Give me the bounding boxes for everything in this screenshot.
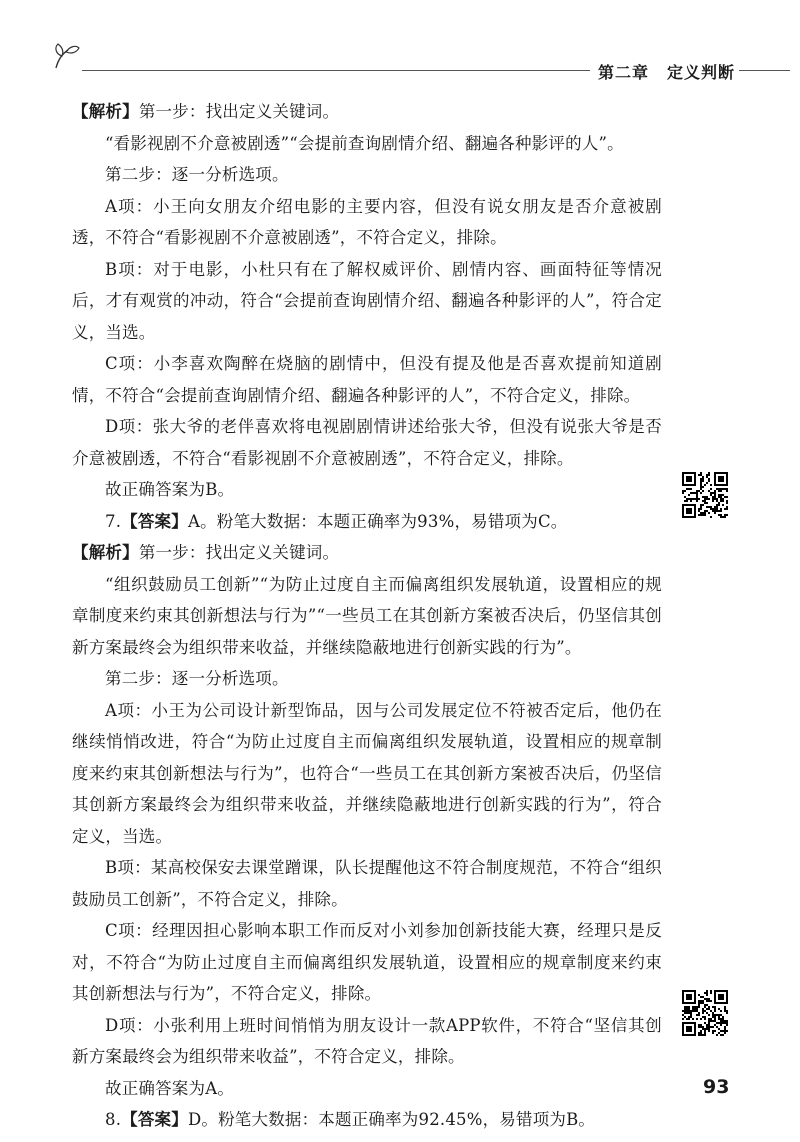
paragraph-text: B项：某高校保安去课堂蹭课，队长提醒他这不符合制度规范，不符合“组织鼓励员工创新”，不符合定义，排除。 [72, 858, 662, 909]
qr-code-icon[interactable] [682, 472, 728, 518]
page-header [0, 0, 800, 90]
paragraph-text: C项：经理因担心影响本职工作而反对小刘参加创新技能大赛，经理只是反对，不符合“为防止过度自主而偏离组织发展轨道，设置相应的规章制度来约束其创新想法与行为”，不符合定义，排除。 [72, 921, 662, 1003]
paragraph [72, 695, 662, 853]
paragraph [72, 915, 662, 1010]
paragraph [72, 1104, 662, 1136]
leaf-icon [52, 42, 82, 70]
paragraph-label: 【解析】 [72, 543, 139, 562]
paragraph-text: B项：对于电影，小杜只有在了解权威评价、剧情内容、画面特征等情况后，才有观赏的冲动，符合“会提前查询剧情介绍、翻遍各种影评的人”，符合定义，当选。 [72, 259, 662, 342]
page-number: 93 [703, 1076, 730, 1098]
paragraph [72, 411, 662, 474]
paragraph [72, 348, 662, 411]
paragraph [72, 191, 662, 254]
paragraph-text: 故正确答案为B。 [105, 480, 235, 499]
paragraph-text: C项：小李喜欢陶醉在烧脑的剧情中，但没有提及他是否喜欢提前知道剧情，不符合“会提前查询剧情介绍、翻遍各种影评的人”，不符合定义，排除。 [72, 354, 662, 405]
paragraph-text: 第一步：找出定义关键词。 [138, 543, 340, 562]
paragraph [72, 1073, 662, 1105]
paragraph [72, 663, 662, 695]
paragraph-text: D。粉笔大数据：本题正确率为92.45%，易错项为B。 [187, 1110, 596, 1129]
question-number: 7. [105, 511, 122, 531]
answer-body [72, 96, 662, 1136]
paragraph-label: 【答案】 [121, 511, 188, 531]
paragraph-text: A。粉笔大数据：本题正确率为93%，易错项为C。 [187, 511, 568, 531]
paragraph-text: 第一步：找出定义关键词。 [138, 102, 340, 121]
paragraph-text: “看影视剧不介意被剧透”“会提前查询剧情介绍、翻遍各种影评的人”。 [105, 133, 624, 153]
paragraph [72, 852, 662, 915]
paragraph-text: D项：张大爷的老伴喜欢将电视剧剧情讲述给张大爷，但没有说张大爷是否介意被剧透，不符合“看影视剧不介意被剧透”，不符合定义，排除。 [72, 417, 662, 468]
paragraph-label: 【答案】 [121, 1110, 188, 1129]
paragraph-text: A项：小王向女朋友介绍电影的主要内容，但没有说女朋友是否介意被剧透，不符合“看影视剧不介意被剧透”，不符合定义，排除。 [72, 196, 662, 247]
paragraph [72, 128, 662, 160]
paragraph [72, 96, 662, 128]
paragraph-text: 第二步：逐一分析选项。 [105, 165, 289, 184]
paragraph-text: A项：小王为公司设计新型饰品，因与公司发展定位不符被否定后，他仍在继续悄悄改进，符合“为防止过度自主而偏离组织发展轨道，设置相应的规章制度来约束其创新想法与行为”，也符合“一些员工在其创新方案被否决后，仍坚信其创新方案最终会为组织带来收益，并继续隐蔽地进行创新实践的行为”，符合定义，当选。 [72, 700, 662, 846]
chapter-heading [594, 60, 739, 83]
question-number: 8. [105, 1110, 122, 1129]
chapter-label: 第二章 [598, 63, 650, 82]
qr-code-icon[interactable] [682, 990, 728, 1036]
header-rule [82, 70, 590, 71]
paragraph [72, 474, 662, 506]
paragraph-text: 第二步：逐一分析选项。 [105, 669, 289, 688]
paragraph [72, 506, 662, 538]
paragraph-text: 故正确答案为A。 [105, 1078, 235, 1098]
paragraph [72, 1010, 662, 1073]
paragraph [72, 254, 662, 349]
header-rule-right [735, 70, 790, 71]
paragraph-label: 【解析】 [72, 102, 139, 121]
paragraph-text: D项：小张利用上班时间悄悄为朋友设计一款APP软件，不符合“坚信其创新方案最终会为组织带来收益”，不符合定义，排除。 [72, 1015, 662, 1066]
paragraph [72, 159, 662, 191]
paragraph [72, 537, 662, 569]
paragraph-text: “组织鼓励员工创新”“为防止过度自主而偏离组织发展轨道，设置相应的规章制度来约束其创新想法与行为”“一些员工在其创新方案被否决后，仍坚信其创新方案最终会为组织带来收益，并继续隐蔽地进行创新实践的行为”。 [72, 574, 662, 657]
paragraph [72, 569, 662, 664]
section-label: 定义判断 [667, 63, 736, 82]
